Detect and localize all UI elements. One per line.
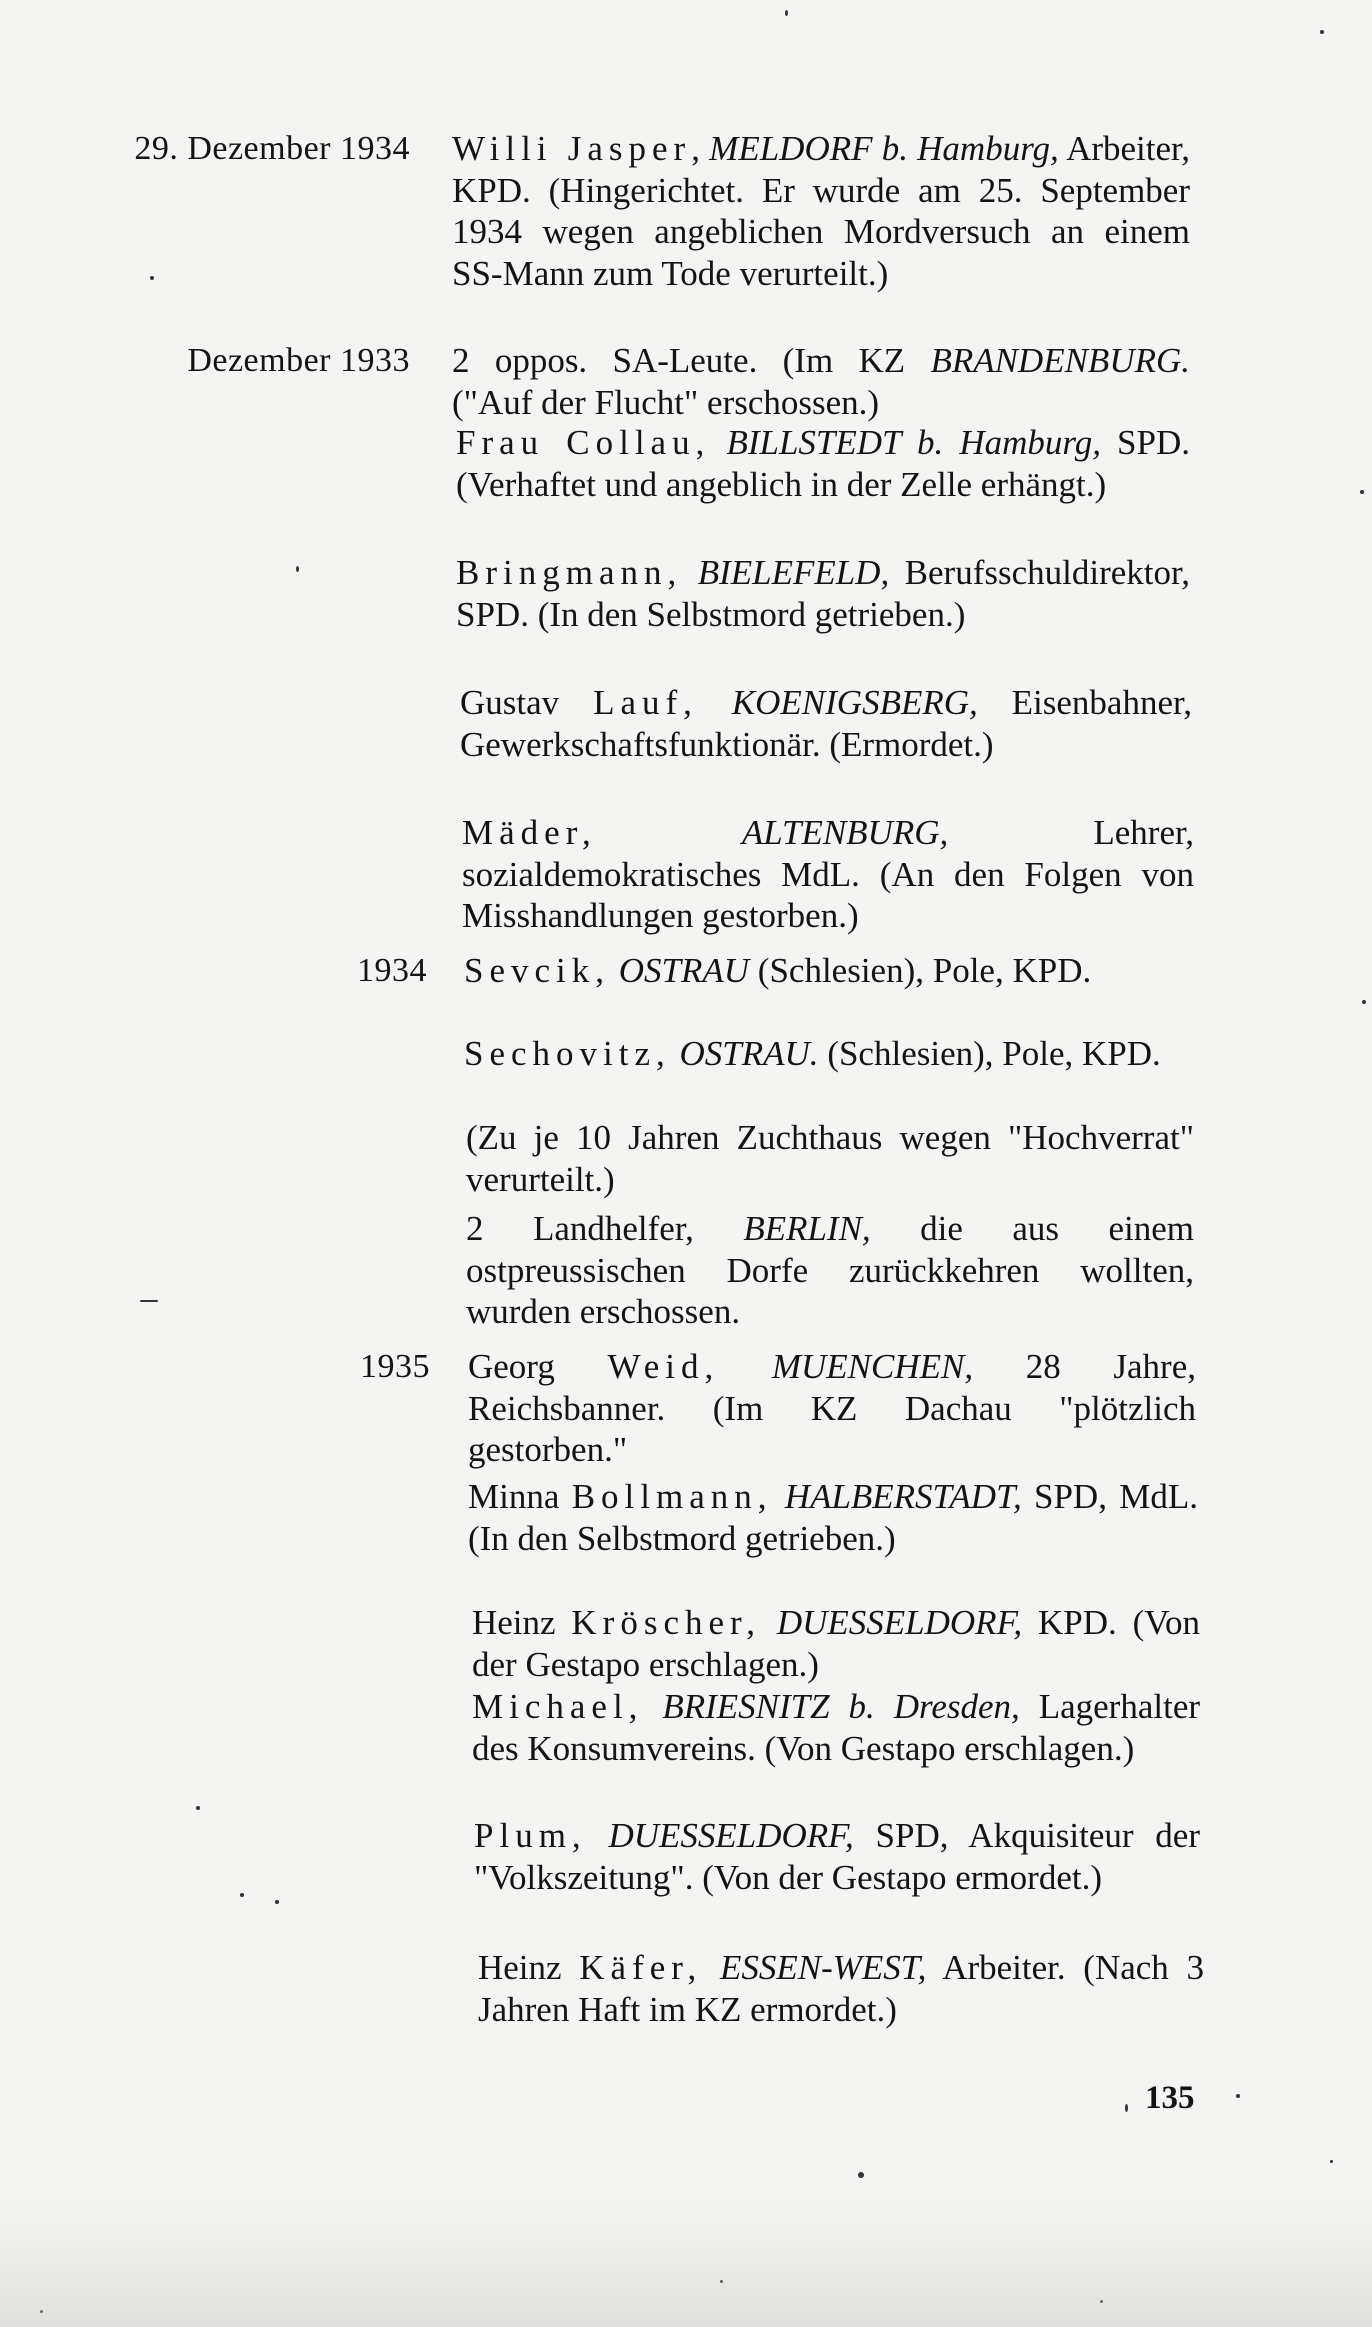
place-name: OSTRAU <box>618 951 750 990</box>
person-name: Lauf, <box>593 683 698 722</box>
entry-text: Arbeiter. (Nach 3 Jahren Haft im KZ ermordet.) <box>478 1948 1205 2029</box>
entry-zuchthaus <box>466 1117 1194 1200</box>
scan-speck <box>1330 2160 1333 2163</box>
scan-speck <box>785 10 788 16</box>
entry-text: (Schlesien), Pole, KPD. <box>818 1034 1161 1073</box>
entry-jasper: Willi Jasper, MELDORF b. Hamburg, Arbeiter, KPD. (Hingerichtet. Er wurde am 25. September 1934 wegen angeblichen Mordversuch an einem SS-Mann zum Tode verurteilt.) <box>452 129 1191 293</box>
entry-text: Arbeiter, KPD. (Hingerichtet. Er wurde am 25. September 1934 wegen angeblichen Mordversuch an einem SS-Mann zum Tode verurteilt.) <box>452 129 1191 293</box>
place-name: BILLSTEDT b. Hamburg, <box>726 423 1101 462</box>
person-name: Bollmann, <box>571 1477 773 1516</box>
scan-speck <box>1320 30 1324 34</box>
place-name: DUESSELDORF, <box>776 1603 1023 1642</box>
date-3: 1934 <box>357 952 427 989</box>
scan-speck <box>1362 1000 1366 1004</box>
entry-lead: 2 oppos. SA-Leute. (Im KZ <box>452 341 931 380</box>
entry-landhelfer <box>466 1208 1194 1333</box>
place-name: MELDORF b. Hamburg, <box>709 129 1059 168</box>
person-name: Bringmann, <box>456 553 683 592</box>
place-name: HALBERSTADT, <box>784 1477 1022 1516</box>
person-first-name: Georg <box>468 1347 555 1386</box>
person-first-name: Gustav <box>460 683 560 722</box>
scan-speck <box>858 2172 864 2178</box>
entry-text: KPD. (Von der Gestapo erschlagen.) <box>472 1603 1201 1684</box>
person-name: Weid, <box>607 1347 720 1386</box>
scan-edge-shading <box>0 2197 1372 2327</box>
entry-sechovitz <box>464 1033 1194 1075</box>
entry-plum <box>474 1815 1200 1898</box>
entry-lead: 2 Landhelfer, <box>466 1209 744 1248</box>
entry-lauf <box>460 682 1192 765</box>
place-name: KOENIGSBERG, <box>731 683 978 722</box>
entry-weid <box>468 1346 1196 1471</box>
place-name: ALTENBURG, <box>741 813 949 852</box>
entry-text: Berufsschuldirektor, SPD. (In den Selbstmord getrieben.) <box>456 553 1190 634</box>
place-name: ESSEN-WEST, <box>720 1948 927 1987</box>
scan-speck <box>1236 2094 1240 2098</box>
person-name: Käfer, <box>579 1948 703 1987</box>
scan-speck <box>296 566 299 572</box>
entry-maeder <box>462 812 1194 937</box>
entry-text: (Schlesien), Pole, KPD. <box>749 951 1092 990</box>
entry-kroescher <box>472 1602 1200 1685</box>
place-name: MUENCHEN, <box>771 1347 974 1386</box>
entry-text: Lagerhalter des Konsumvereins. (Von Gestapo erschlagen.) <box>472 1687 1201 1768</box>
person-name: Frau Collau, <box>456 423 711 462</box>
scan-speck <box>196 1806 200 1810</box>
scan-speck <box>240 1893 244 1897</box>
entry-text: (Zu je 10 Jahren Zuchthaus wegen "Hochverrat" verurteilt.) <box>466 1118 1194 1199</box>
person-name: Kröscher, <box>571 1603 762 1642</box>
entry-sevcik <box>464 950 1194 992</box>
person-first-name: Heinz <box>472 1603 556 1642</box>
entry-kaefer <box>478 1947 1204 2030</box>
person-name: Sevcik, <box>464 951 611 990</box>
entry-text: ("Auf der Flucht" erschossen.) <box>452 382 880 422</box>
person-name: Willi Jasper <box>452 129 692 168</box>
person-name: Plum, <box>474 1816 587 1855</box>
place-name: BERLIN, <box>743 1209 871 1248</box>
place-name: OSTRAU. <box>679 1034 819 1073</box>
person-name: Michael, <box>472 1687 644 1726</box>
entry-collau <box>456 422 1190 505</box>
date-1: 29. Dezember 1934 <box>134 130 410 167</box>
entry-sa-leute <box>452 340 1190 423</box>
date-2: Dezember 1933 <box>187 342 410 379</box>
entry-text: SPD, MdL. (In den Selbstmord getrieben.) <box>468 1477 1198 1558</box>
place-name: BRANDENBURG. <box>930 341 1190 380</box>
entry-text: 28 Jahre, Reichsbanner. (Im KZ Dachau "plötzlich gestorben." <box>468 1347 1196 1469</box>
entry-bringmann <box>456 552 1190 635</box>
entry-text: Eisenbahner, Gewerkschaftsfunktionär. (Ermordet.) <box>460 683 1192 764</box>
place-name: BIELEFELD, <box>697 553 890 592</box>
page-number: 135 <box>1145 2080 1195 2116</box>
scan-speck <box>1360 490 1364 494</box>
entry-text: Lehrer, sozialdemokratisches MdL. (An den Folgen von Misshandlungen gestorben.) <box>462 813 1194 935</box>
scan-speck <box>1125 2104 1128 2112</box>
person-name: Sechovitz, <box>464 1034 671 1073</box>
person-name: Mäder, <box>462 813 597 852</box>
place-name: DUESSELDORF, <box>608 1816 854 1855</box>
entry-text: SPD. (Verhaftet und angeblich in der Zelle erhängt.) <box>456 423 1191 504</box>
scan-speck <box>275 1900 279 1904</box>
person-first-name: Minna <box>468 1477 560 1516</box>
scan-speck <box>140 1300 158 1302</box>
entry-michael <box>472 1686 1200 1769</box>
date-4: 1935 <box>360 1348 430 1385</box>
entry-text: die aus einem ostpreussischen Dorfe zurückkehren wollten, wurden erschossen. <box>466 1209 1195 1331</box>
place-name: BRIESNITZ b. Dresden, <box>662 1687 1020 1726</box>
person-first-name: Heinz <box>478 1948 562 1987</box>
scan-speck <box>150 276 154 280</box>
entry-bollmann <box>468 1476 1198 1559</box>
entry-text: SPD, Akquisiteur der "Volkszeitung". (Von der Gestapo ermordet.) <box>474 1816 1201 1897</box>
